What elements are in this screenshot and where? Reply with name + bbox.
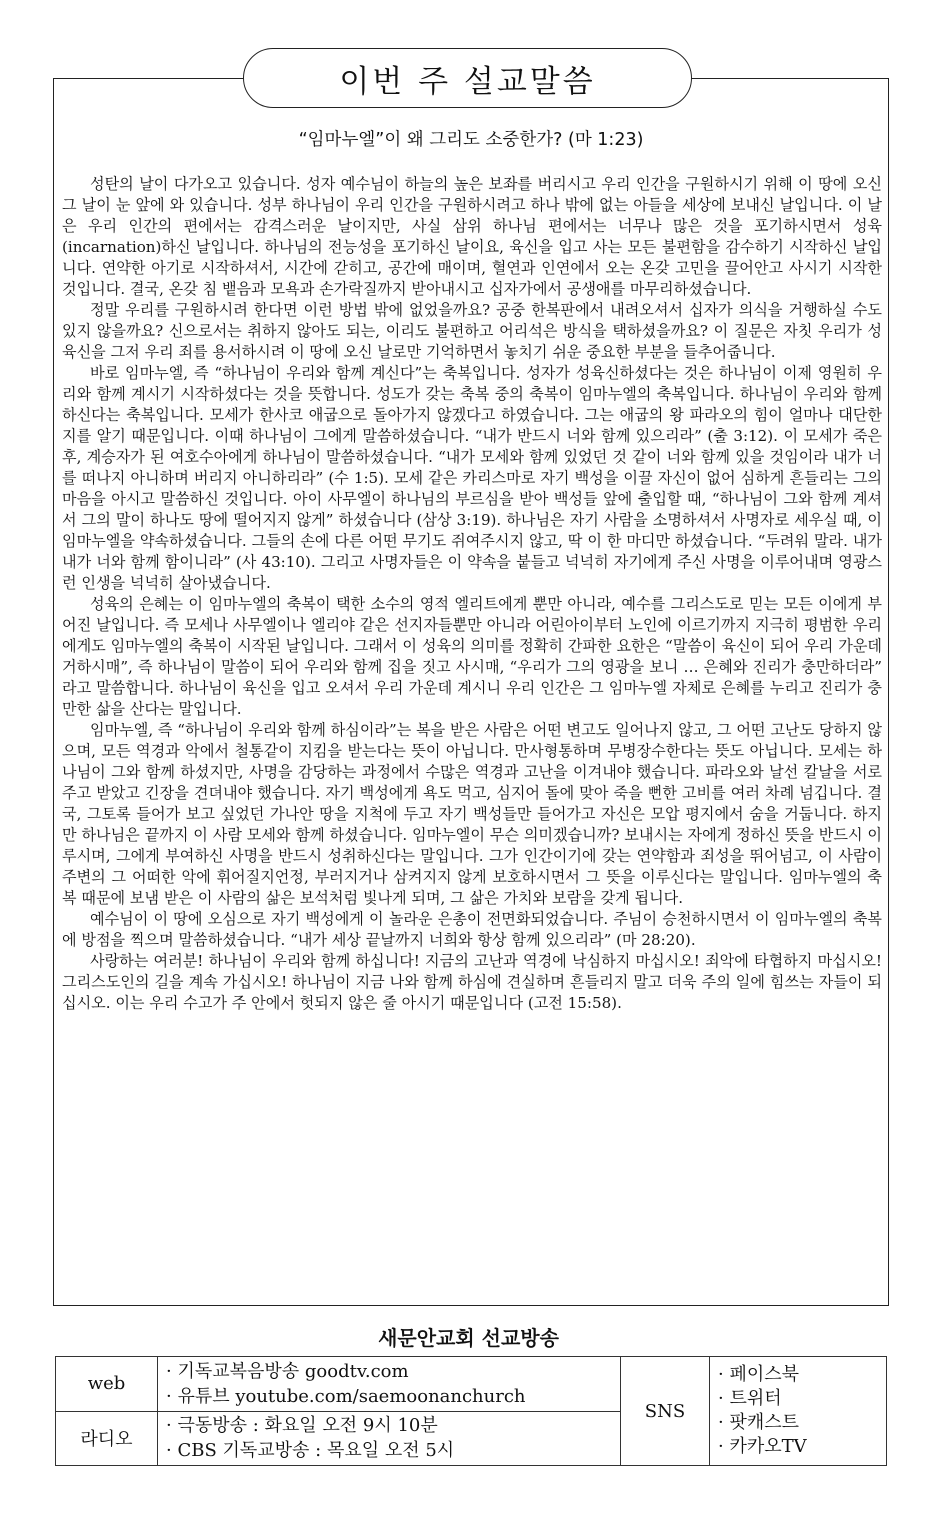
web-list (158, 1357, 621, 1412)
broadcast-table (55, 1356, 887, 1466)
list-item: · CBS 기독교방송 : 목요일 오전 5시 (166, 1440, 455, 1462)
list-item: · 트위터 (718, 1388, 782, 1409)
paragraph: 바로 임마누엘, 즉 “하나님이 우리와 함께 계신다”는 축복입니다. 성자가 성육신하셨다는 것은 하나님이 이제 영원히 우리와 함께 계시기 시작하셨다는 것을 뜻합니다. 성도가 갖는 축복 중의 축복이 임마누엘의 축복입니다. 하나님이 우리와 함께 하신다는 축복입니다. 모세가 한사코 애굽으로 돌아가지 않겠다고 하였습니다. 그는 애굽의 왕 파라오의 힘이 얼마나 대단한지를 알기 때문입니다. 이때 하나님이 그에게 말씀하셨습니다. “내가 반드시 너와 함께 있으리라” (출 3:12). 이 모세가 죽은 후, 계승자가 된 여호수아에게 하나님이 말씀하셨습니다. “내가 모세와 함께 있었던 것 같이 너와 함께 있을 것임이라 내가 너를 떠나지 아니하며 버리지 아니하리라” (수 1:5). 모세 같은 카리스마로 자기 백성을 이끌 자신이 없어 심하게 흔들리는 그의 마음을 아시고 말씀하신 것입니다. 아이 사무엘이 하나님의 부르심을 받아 백성들 앞에 출입할 때, “하나님이 그와 함께 계셔서 그의 말이 하나도 땅에 떨어지지 않게” 하셨습니다 (삼상 3:19). 하나님은 자기 사람을 소명하셔서 사명자로 세우실 때, 이 임마누엘을 약속하셨습니다. 그들의 손에 다른 어떤 무기도 쥐여주시지 않고, 딱 이 한 마디만 하셨습니다. “두려워 말라. 내가 내가 너와 함께 함이니라” (사 43:10). 그리고 사명자들은 이 약속을 붙들고 넉넉히 자기에게 주신 사명을 이루어내며 영광스런 인생을 넉넉히 살아냈습니다. (62, 364, 882, 592)
broadcast-title: 새문안교회 선교방송 (378, 1326, 559, 1350)
sns-label: SNS (621, 1357, 710, 1466)
radio-list (158, 1411, 621, 1466)
web-label: web (56, 1357, 158, 1412)
paragraph: 사랑하는 여러분! 하나님이 우리와 함께 하십니다! 지금의 고난과 역경에 낙심하지 마십시오! 죄악에 타협하지 마십시오! 그리스도인의 길을 계속 가십시오! 하나님이 지금 나와 함께 하심에 견실하며 흔들리지 말고 더욱 주의 일에 힘쓰는 자들이 되십시오. 이는 우리 수고가 주 안에서 헛되지 않은 줄 아시기 때문입니다 (고전 15:58). (62, 952, 882, 1012)
list-item: · 유튜브 youtube.com/saemoonanchurch (166, 1385, 526, 1407)
page-title: 이번 주 설교말씀 (243, 48, 692, 108)
list-item: · 극동방송 : 화요일 오전 9시 10분 (166, 1415, 438, 1437)
sermon-subtitle: “임마누엘”이 왜 그리도 소중한가? (마 1:23) (298, 130, 644, 150)
paragraph: 임마누엘, 즉 “하나님이 우리와 함께 하심이라”는 복을 받은 사람은 어떤 변고도 일어나지 않고, 그 어떤 고난도 당하지 않으며, 모든 역경과 악에서 철통같이 지킴을 받는다는 뜻이 아닙니다. 만사형통하며 무병장수한다는 뜻도 아닙니다. 모세는 하나님이 그와 함께 하셨지만, 사명을 감당하는 과정에서 수많은 역경과 고난을 이겨내야 했습니다. 파라오와 날선 칼날을 서로 주고 받았고 긴장을 견뎌내야 했습니다. 자기 백성에게 욕도 먹고, 심지어 돌에 맞아 죽을 뻔한 고비를 여러 차례 넘깁니다. 결국, 그토록 들어가 보고 싶었던 가나안 땅을 지척에 두고 자기 백성들만 들어가고 자신은 모압 평지에서 숨을 거둡니다. 하지만 하나님은 끝까지 이 사람 모세와 함께 하셨습니다. 임마누엘이 무슨 의미겠습니까? 보내시는 자에게 정하신 뜻을 반드시 이루시며, 그에게 부여하신 사명을 반드시 성취하신다는 말입니다. 그가 인간이기에 갖는 연약함과 죄성을 뛰어넘고, 이 사람이 주변의 그 어떠한 악에 휘어질지언정, 부러지거나 삼켜지지 않게 보호하시면서 그 뜻을 이루신다는 말입니다. 임마누엘의 축복 때문에 보냄 받은 이 사람의 삶은 보석처럼 빛나게 되며, 그 삶은 가치와 보람을 갖게 됩니다. (62, 721, 882, 907)
list-item: · 카카오TV (718, 1436, 807, 1457)
sns-list (710, 1357, 887, 1466)
radio-label: 라디오 (56, 1411, 158, 1466)
paragraph: 성육의 은혜는 이 임마누엘의 축복이 택한 소수의 영적 엘리트에게 뿐만 아니라, 예수를 그리스도로 믿는 모든 이에게 부어진 날입니다. 즉 모세나 사무엘이나 엘리야 같은 선지자들뿐만 아니라 어린아이부터 노인에 이르기까지 지극히 평범한 우리에게도 임마누엘의 축복이 시작된 날입니다. 그래서 이 성육의 의미를 정확히 간파한 요한은 “말씀이 육신이 되어 우리 가운데 거하시매”, 즉 하나님이 말씀이 되어 우리와 함께 집을 짓고 사시매, “우리가 그의 영광을 보니 … 은혜와 진리가 충만하더라” 라고 말씀합니다. 하나님이 육신을 입고 오셔서 우리 가운데 계시니 우리 인간은 그 임마누엘 자체로 은혜를 누리고 진리가 충만한 삶을 산다는 말입니다. (62, 595, 882, 718)
paragraph: 성탄의 날이 다가오고 있습니다. 성자 예수님이 하늘의 높은 보좌를 버리시고 우리 인간을 구원하시기 위해 이 땅에 오신 그 날이 눈 앞에 와 있습니다. 성부 하나님이 우리 인간을 구원하시려고 하나 밖에 없는 아들을 세상에 보내신 날입니다. 이 날은 우리 인간의 편에서는 감격스러운 날이지만, 사실 삼위 하나님 편에서는 너무나 많은 것을 포기하시면서 성육(incarnation)하신 날입니다. 하나님의 전능성을 포기하신 날이요, 육신을 입고 사는 모든 불편함을 감수하기 시작하신 날입니다. 연약한 아기로 시작하셔서, 시간에 갇히고, 공간에 매이며, 혈연과 인연에서 오는 온갖 고민을 끌어안고 사시기 시작한 것입니다. 결국, 온갖 침 뱉음과 모욕과 손가락질까지 받아내시고 십자가에서 공생애를 마무리하셨습니다. (62, 175, 883, 298)
list-item: · 팟캐스트 (718, 1412, 799, 1433)
paragraph: 정말 우리를 구원하시려 한다면 이런 방법 밖에 없었을까요? 공중 한복판에서 내려오셔서 십자가 의식을 거행하실 수도 있지 않을까요? 신으로서는 취하지 않아도 되는, 이리도 불편하고 어리석은 방식을 택하셨을까요? 이 질문은 자칫 우리가 성육신을 그저 우리 죄를 용서하시려 이 땅에 오신 날로만 기억하면서 놓치기 쉬운 중요한 부분을 들추어줍니다. (62, 301, 882, 361)
list-item: · 페이스북 (718, 1364, 799, 1385)
paragraph: 예수님이 이 땅에 오심으로 자기 백성에게 이 놀라운 은총이 전면화되었습니다. 주님이 승천하시면서 이 임마누엘의 축복에 방점을 찍으며 말씀하셨습니다. “내가 세상 끝날까지 너희와 항상 함께 있으리라” (마 28:20). (62, 910, 882, 949)
sermon-body (62, 174, 882, 1014)
list-item: · 기독교복음방송 goodtv.com (166, 1360, 409, 1382)
